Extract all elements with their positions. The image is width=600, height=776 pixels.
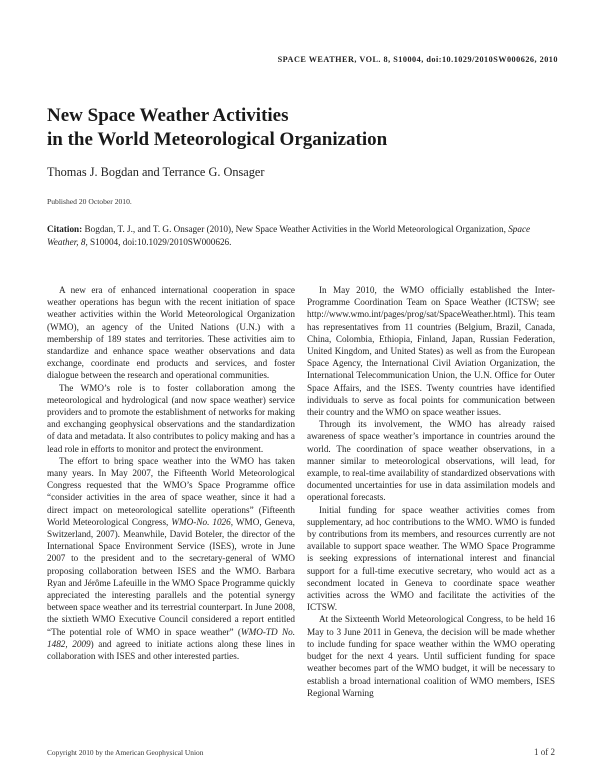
article-authors: Thomas J. Bogdan and Terrance G. Onsager [47, 165, 265, 179]
paragraph: In May 2010, the WMO officially established the Inter-Programme Coordination Team on Space Weather (ICTSW; see http://www.wmo.int/pages/prog/sat/SpaceWeather.html). This team has representatives from 11 countries (Belgium, Brazil, Canada, China, Colombia, Ethiopia, Finland, Japan, Russian Federation, United Kingdom, and United States) as well as from the European Space Agency, the International Civil Aviation Organization, the International Telecommunication Union, the U.N. Office for Outer Space Affairs, and the ISES. Twenty countries have identified individuals to serve as focal points for communication between their country and the WMO on space weather issues. [307, 285, 555, 418]
citation-block [47, 223, 555, 248]
article-title-line-1: New Space Weather Activities [47, 105, 289, 126]
paragraph: Initial funding for space weather activities comes from supplementary, ad hoc contributions to the WMO. WMO is funded by contributions from its members, and resources currently are not available to support space weather. The WMO Space Programme is seeking expressions of international interest and financial support for a full-time executive secretary, who would act as a secondment located in Geneva to coordinate space weather activities across the WMO and facilitate the activities of the ICTSW. [307, 504, 555, 613]
citation-journal: Space Weather, 8, [47, 224, 531, 247]
published-date: Published 20 October 2010. [47, 197, 132, 206]
citation-text-pre: Bogdan, T. J., and T. G. Onsager (2010), New Space Weather Activities in the World Meteorological Organization, [82, 224, 509, 234]
article-title [47, 104, 387, 152]
reference-wmo-td-1482: WMO-TD No. 1482, 2009 [47, 626, 295, 649]
paragraph: The WMO’s role is to foster collaboration among the meteorological and hydrological (and now space weather) service providers and to promote the establishment of networks for making and exchanging geophysical observations and the standardization of data and metadata. It also contributes to policy making and has a lead role in efforts to monitor and protect the environment. [47, 382, 295, 454]
page-number: 1 of 2 [534, 747, 555, 757]
copyright-notice: Copyright 2010 by the American Geophysical Union [47, 748, 204, 757]
citation-text-post: S10004, doi:10.1029/2010SW000626. [87, 236, 232, 247]
running-head: SPACE WEATHER, VOL. 8, S10004, doi:10.1029/2010SW000626, 2010 [277, 55, 558, 64]
paragraph [47, 455, 295, 662]
left-column [47, 284, 295, 662]
citation-label: Citation: [47, 224, 83, 234]
article-title-line-2: in the World Meteorological Organization [47, 129, 388, 150]
paragraph: A new era of enhanced international cooperation in space weather operations has begun with the recent initiation of space weather activities within the World Meteorological Organization (WMO), an agency of the United Nations (U.N.) with a membership of 189 states and territories. These activities aim to standardize and enhance space weather observations and data exchange, coordinate end products and services, and foster dialogue between the research and operational communities. [47, 285, 295, 381]
paragraph-text: The effort to bring space weather into the WMO has taken many years. In May 2007, the Fifteenth World Meteorological Congress requested that the WMO’s Space Programme office “consider activities in the area of space weather, since it had a direct impact on meteorological satellite operations” (Fifteenth World Meteorological Congress, [47, 455, 295, 527]
right-column [307, 284, 555, 699]
paragraph: At the Sixteenth World Meteorological Congress, to be held 16 May to 3 June 2011 in Geneva, the decision will be made whether to include funding for space weather within the WMO operating budget for the next 4 years. Until sufficient funding for space weather becomes part of the WMO budget, it will be necessary to establish a broad international coalition of WMO members, ISES Regional Warning [307, 614, 555, 698]
paragraph-text: ) and agreed to initiate actions along these lines in collaboration with ISES and other interested parties. [47, 638, 296, 662]
paragraph-text: , WMO, Geneva, Switzerland, 2007). Meanwhile, David Boteler, the director of the International Space Environment Service (ISES), wrote in June 2007 to the president and to the secretary-general of WMO proposing collaboration between ISES and the WMO. Barbara Ryan and Jérôme Lafeuille in the WMO Space Programme quickly appreciated the interesting parallels and the potential synergy between space weather and its terrestrial counterpart. In June 2008, the sixtieth WMO Executive Council considered a report entitled “The potential role of WMO in space weather” ( [47, 516, 295, 637]
paragraph: Through its involvement, the WMO has already raised awareness of space weather’s importance in countries around the world. The coordination of space weather observations, in a manner similar to meteorological observations, will lead, for example, to real-time availability of standardized observations with documented uncertainties for use in data assimilation models and operational forecasts. [307, 419, 555, 503]
reference-wmo-no-1026: WMO-No. 1026 [171, 516, 231, 527]
